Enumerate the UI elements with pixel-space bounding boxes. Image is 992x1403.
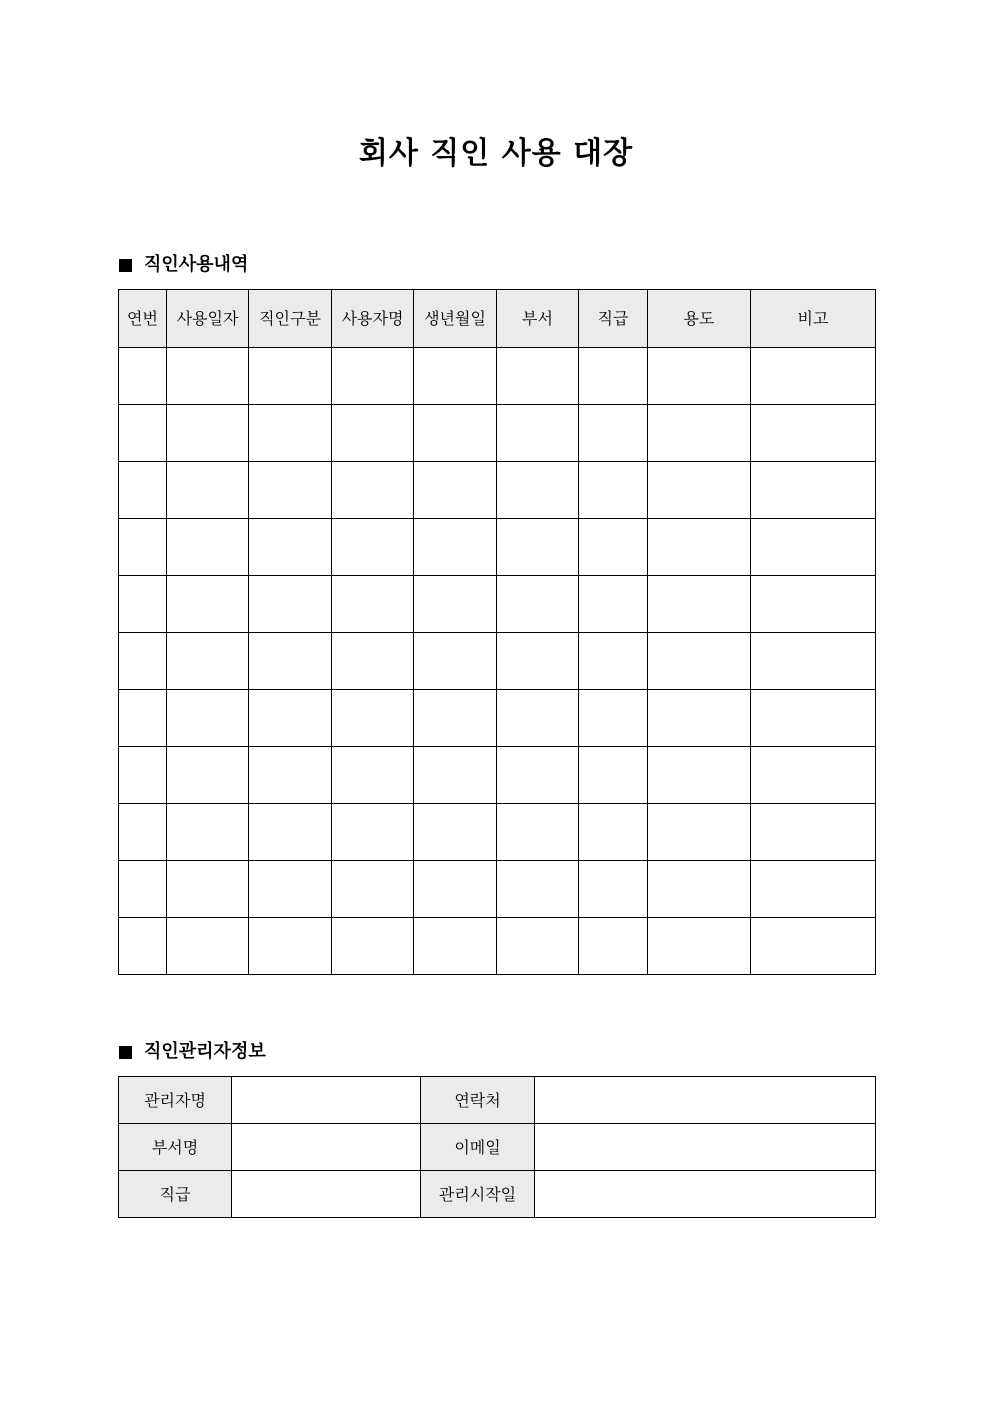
table-cell[interactable] bbox=[497, 690, 579, 747]
seal-manager-table bbox=[118, 1076, 876, 1218]
table-row bbox=[119, 633, 876, 690]
table-row bbox=[119, 1171, 876, 1218]
table-cell[interactable] bbox=[249, 918, 332, 975]
table-cell[interactable] bbox=[579, 861, 648, 918]
black-square-icon bbox=[119, 259, 132, 272]
table-cell[interactable] bbox=[119, 462, 167, 519]
table-cell[interactable] bbox=[332, 633, 414, 690]
table-cell[interactable] bbox=[414, 348, 497, 405]
table-cell[interactable] bbox=[332, 405, 414, 462]
table-cell[interactable] bbox=[648, 633, 751, 690]
table-cell[interactable] bbox=[332, 747, 414, 804]
table-cell[interactable] bbox=[579, 918, 648, 975]
table-row bbox=[119, 804, 876, 861]
management-start-date-label: 관리시작일 bbox=[421, 1171, 535, 1218]
table-row bbox=[119, 1124, 876, 1171]
table-cell[interactable] bbox=[579, 348, 648, 405]
table-cell[interactable] bbox=[497, 462, 579, 519]
table-cell[interactable] bbox=[648, 405, 751, 462]
column-header-department: 부서 bbox=[497, 290, 579, 348]
table-cell[interactable] bbox=[579, 633, 648, 690]
table-cell[interactable] bbox=[167, 747, 249, 804]
page-title: 회사 직인 사용 대장 bbox=[358, 136, 634, 171]
table-cell[interactable] bbox=[119, 747, 167, 804]
table-cell[interactable] bbox=[414, 918, 497, 975]
table-row bbox=[119, 462, 876, 519]
table-cell[interactable] bbox=[751, 633, 876, 690]
manager-section-title: 직인관리자정보 bbox=[144, 1041, 266, 1062]
column-header-usage-date: 사용일자 bbox=[167, 290, 249, 348]
table-cell[interactable] bbox=[648, 348, 751, 405]
table-cell[interactable] bbox=[579, 747, 648, 804]
table-cell[interactable] bbox=[119, 690, 167, 747]
column-header-birth-date: 생년월일 bbox=[414, 290, 497, 348]
table-cell[interactable] bbox=[648, 519, 751, 576]
table-row bbox=[119, 918, 876, 975]
table-cell[interactable] bbox=[119, 918, 167, 975]
table-cell[interactable] bbox=[751, 861, 876, 918]
table-cell[interactable] bbox=[414, 747, 497, 804]
email-field[interactable] bbox=[535, 1124, 876, 1171]
table-cell[interactable] bbox=[648, 747, 751, 804]
black-square-icon bbox=[119, 1046, 132, 1059]
table-cell[interactable] bbox=[751, 462, 876, 519]
position-field[interactable] bbox=[232, 1171, 421, 1218]
table-cell[interactable] bbox=[332, 519, 414, 576]
table-cell[interactable] bbox=[648, 804, 751, 861]
table-cell[interactable] bbox=[751, 747, 876, 804]
table-cell[interactable] bbox=[579, 462, 648, 519]
table-cell[interactable] bbox=[249, 519, 332, 576]
table-cell[interactable] bbox=[497, 747, 579, 804]
table-cell[interactable] bbox=[648, 690, 751, 747]
table-row bbox=[119, 747, 876, 804]
table-cell[interactable] bbox=[119, 804, 167, 861]
table-cell[interactable] bbox=[414, 690, 497, 747]
table-cell[interactable] bbox=[648, 918, 751, 975]
table-cell[interactable] bbox=[497, 348, 579, 405]
usage-section-title: 직인사용내역 bbox=[144, 254, 249, 275]
table-cell[interactable] bbox=[497, 861, 579, 918]
contact-label: 연락처 bbox=[421, 1077, 535, 1124]
table-cell[interactable] bbox=[119, 348, 167, 405]
manager-name-field[interactable] bbox=[232, 1077, 421, 1124]
table-cell[interactable] bbox=[249, 861, 332, 918]
position-label: 직급 bbox=[119, 1171, 232, 1218]
table-cell[interactable] bbox=[414, 519, 497, 576]
table-cell[interactable] bbox=[497, 918, 579, 975]
table-cell[interactable] bbox=[751, 405, 876, 462]
table-cell[interactable] bbox=[414, 804, 497, 861]
column-header-purpose: 용도 bbox=[648, 290, 751, 348]
table-cell[interactable] bbox=[249, 576, 332, 633]
table-row bbox=[119, 348, 876, 405]
table-row bbox=[119, 576, 876, 633]
table-cell[interactable] bbox=[167, 633, 249, 690]
table-header-row bbox=[119, 290, 876, 348]
table-cell[interactable] bbox=[119, 633, 167, 690]
column-header-seal-type: 직인구분 bbox=[249, 290, 332, 348]
table-cell[interactable] bbox=[751, 918, 876, 975]
manager-name-label: 관리자명 bbox=[119, 1077, 232, 1124]
table-cell[interactable] bbox=[414, 462, 497, 519]
table-cell[interactable] bbox=[751, 576, 876, 633]
table-cell[interactable] bbox=[167, 348, 249, 405]
table-cell[interactable] bbox=[648, 576, 751, 633]
table-cell[interactable] bbox=[332, 861, 414, 918]
email-label: 이메일 bbox=[421, 1124, 535, 1171]
table-cell[interactable] bbox=[497, 804, 579, 861]
table-cell[interactable] bbox=[119, 519, 167, 576]
table-cell[interactable] bbox=[332, 576, 414, 633]
column-header-remarks: 비고 bbox=[751, 290, 876, 348]
table-cell[interactable] bbox=[648, 861, 751, 918]
table-cell[interactable] bbox=[249, 804, 332, 861]
table-cell[interactable] bbox=[167, 405, 249, 462]
table-cell[interactable] bbox=[414, 861, 497, 918]
table-cell[interactable] bbox=[167, 690, 249, 747]
table-cell[interactable] bbox=[167, 804, 249, 861]
table-cell[interactable] bbox=[167, 462, 249, 519]
table-cell[interactable] bbox=[497, 405, 579, 462]
seal-usage-table bbox=[118, 289, 876, 975]
table-row bbox=[119, 519, 876, 576]
table-cell[interactable] bbox=[751, 519, 876, 576]
department-name-field[interactable] bbox=[232, 1124, 421, 1171]
table-cell[interactable] bbox=[332, 804, 414, 861]
table-cell[interactable] bbox=[579, 690, 648, 747]
manager-section-heading bbox=[119, 1039, 266, 1065]
table-row bbox=[119, 861, 876, 918]
table-cell[interactable] bbox=[249, 348, 332, 405]
table-row bbox=[119, 405, 876, 462]
table-cell[interactable] bbox=[167, 519, 249, 576]
table-cell[interactable] bbox=[497, 519, 579, 576]
table-cell[interactable] bbox=[249, 690, 332, 747]
table-cell[interactable] bbox=[249, 462, 332, 519]
table-row bbox=[119, 1077, 876, 1124]
table-cell[interactable] bbox=[579, 576, 648, 633]
table-cell[interactable] bbox=[167, 918, 249, 975]
table-cell[interactable] bbox=[751, 804, 876, 861]
table-cell[interactable] bbox=[648, 462, 751, 519]
table-cell[interactable] bbox=[414, 576, 497, 633]
table-cell[interactable] bbox=[249, 747, 332, 804]
table-cell[interactable] bbox=[579, 519, 648, 576]
table-cell[interactable] bbox=[751, 690, 876, 747]
column-header-user-name: 사용자명 bbox=[332, 290, 414, 348]
table-cell[interactable] bbox=[167, 576, 249, 633]
table-cell[interactable] bbox=[249, 405, 332, 462]
table-cell[interactable] bbox=[332, 348, 414, 405]
table-cell[interactable] bbox=[497, 576, 579, 633]
column-header-position: 직급 bbox=[579, 290, 648, 348]
table-cell[interactable] bbox=[579, 405, 648, 462]
table-cell[interactable] bbox=[751, 348, 876, 405]
table-cell[interactable] bbox=[414, 633, 497, 690]
table-cell[interactable] bbox=[497, 633, 579, 690]
table-cell[interactable] bbox=[332, 918, 414, 975]
table-cell[interactable] bbox=[119, 405, 167, 462]
table-cell[interactable] bbox=[249, 633, 332, 690]
table-cell[interactable] bbox=[167, 861, 249, 918]
contact-field[interactable] bbox=[535, 1077, 876, 1124]
table-cell[interactable] bbox=[414, 405, 497, 462]
table-row bbox=[119, 690, 876, 747]
table-cell[interactable] bbox=[119, 576, 167, 633]
table-cell[interactable] bbox=[332, 690, 414, 747]
usage-section-heading bbox=[119, 252, 248, 278]
table-cell[interactable] bbox=[332, 462, 414, 519]
management-start-date-field[interactable] bbox=[535, 1171, 876, 1218]
column-header-number: 연번 bbox=[119, 290, 167, 348]
table-cell[interactable] bbox=[579, 804, 648, 861]
table-cell[interactable] bbox=[119, 861, 167, 918]
department-name-label: 부서명 bbox=[119, 1124, 232, 1171]
